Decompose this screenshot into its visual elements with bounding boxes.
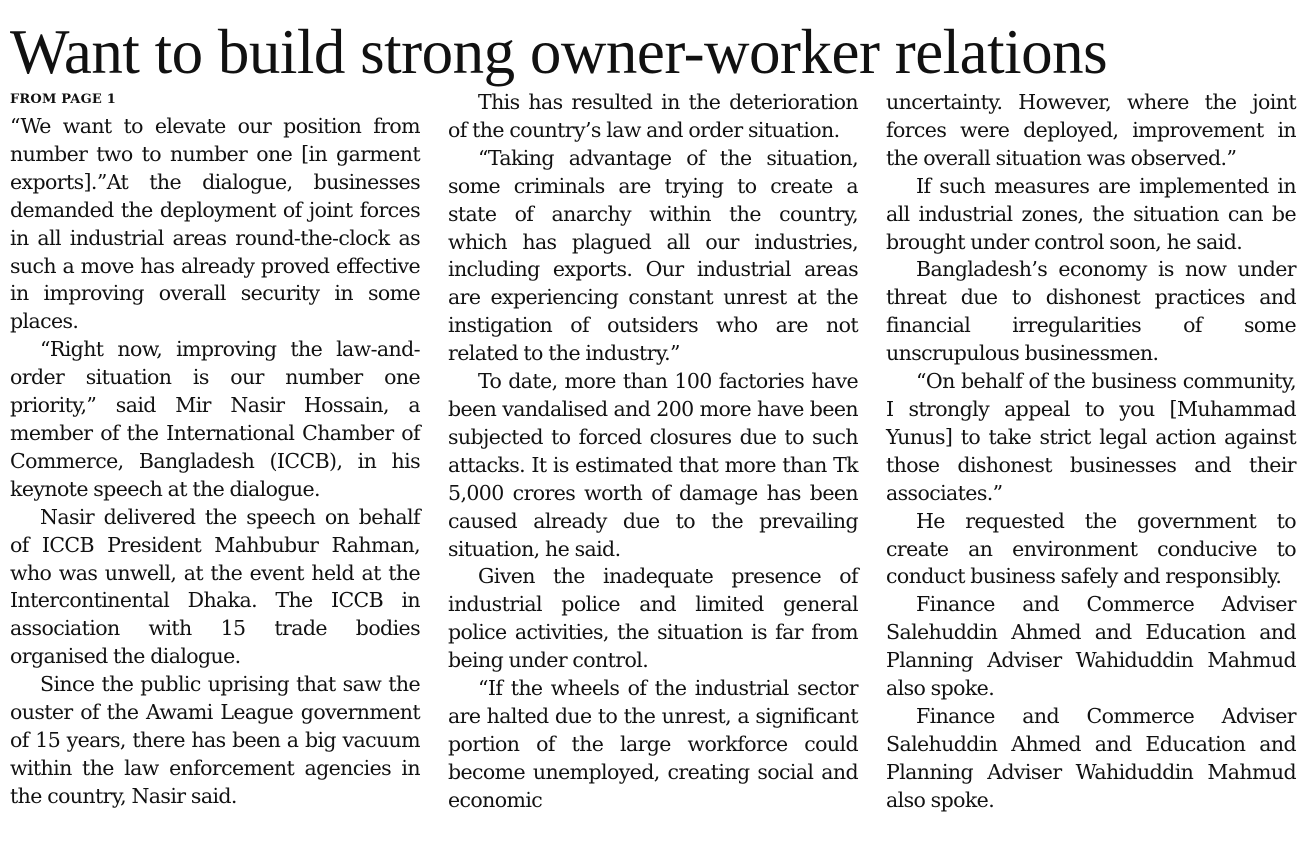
article-column-2 bbox=[448, 89, 858, 815]
paragraph: “We want to elevate our position from number two to number one [in garment exports].”At the dialogue, businesses demanded the deployment of joint forces in all industrial areas round-the-clock as such a move has already proved effective in improving overall security in some places. bbox=[10, 114, 420, 334]
paragraph: uncertainty. However, where the joint forces were deployed, improvement in the overall situation was observed.” bbox=[886, 90, 1296, 170]
paragraph: “Taking advantage of the situation, some criminals are trying to create a state of anarchy within the country, which has plagued all our industries, including exports. Our industrial areas are experiencing constant unrest at the instigation of outsiders who are not related to the industry.” bbox=[448, 145, 858, 366]
paragraph: To date, more than 100 factories have been vandalised and 200 more have been subjected to forced closures due to such attacks. It is estimated that more than Tk 5,000 crores worth of damage has been caused already due to the prevailing situation, he said. bbox=[448, 369, 858, 561]
article-column-1 bbox=[10, 113, 420, 811]
paragraph: “If the wheels of the industrial sector are halted due to the unrest, a significant portion of the large workforce could become unemployed, creating social and economic bbox=[448, 676, 858, 812]
paragraph: Nasir delivered the speech on behalf of ICCB President Mahbubur Rahman, who was unwell, at the event held at the Intercontinental Dhaka. The ICCB in association with 15 trade bodies organised the dialogue. bbox=[10, 504, 420, 669]
paragraph: Since the public uprising that saw the ouster of the Awami League government of 15 years, there has been a big vacuum within the law enforcement agencies in the country, Nasir said. bbox=[10, 672, 420, 808]
paragraph: “Right now, improving the law-and-order situation is our number one priority,” said Mir Nasir Hossain, a member of the International Chamber of Commerce, Bangladesh (ICCB), in his keynote speech at the dialogue. bbox=[10, 337, 420, 501]
paragraph: Finance and Commerce Adviser Salehuddin Ahmed and Education and Planning Adviser Wahiduddin Mahmud also spoke. bbox=[886, 592, 1296, 701]
continuation-kicker: FROM PAGE 1 bbox=[10, 92, 116, 107]
paragraph: Bangladesh’s economy is now under threat due to dishonest practices and financial irregularities of some unscrupulous businessmen. bbox=[886, 257, 1296, 366]
paragraph: “On behalf of the business community, I strongly appeal to you [Muhammad Yunus] to take strict legal action against those dishonest businesses and their associates.” bbox=[886, 369, 1296, 505]
article-column-3 bbox=[886, 89, 1296, 815]
paragraph: This has resulted in the deterioration of the country’s law and order situation. bbox=[448, 90, 858, 142]
paragraph: He requested the government to create an environment conducive to conduct business safely and responsibly. bbox=[886, 508, 1296, 589]
paragraph: Finance and Commerce Adviser Salehuddin Ahmed and Education and Planning Adviser Wahiduddin Mahmud also spoke. bbox=[886, 703, 1296, 812]
article-headline: Want to build strong owner-worker relations bbox=[10, 17, 1108, 87]
paragraph: If such measures are implemented in all industrial zones, the situation can be brought under control soon, he said. bbox=[886, 173, 1296, 254]
paragraph: Given the inadequate presence of industrial police and limited general police activities, the situation is far from being under control. bbox=[448, 564, 858, 673]
